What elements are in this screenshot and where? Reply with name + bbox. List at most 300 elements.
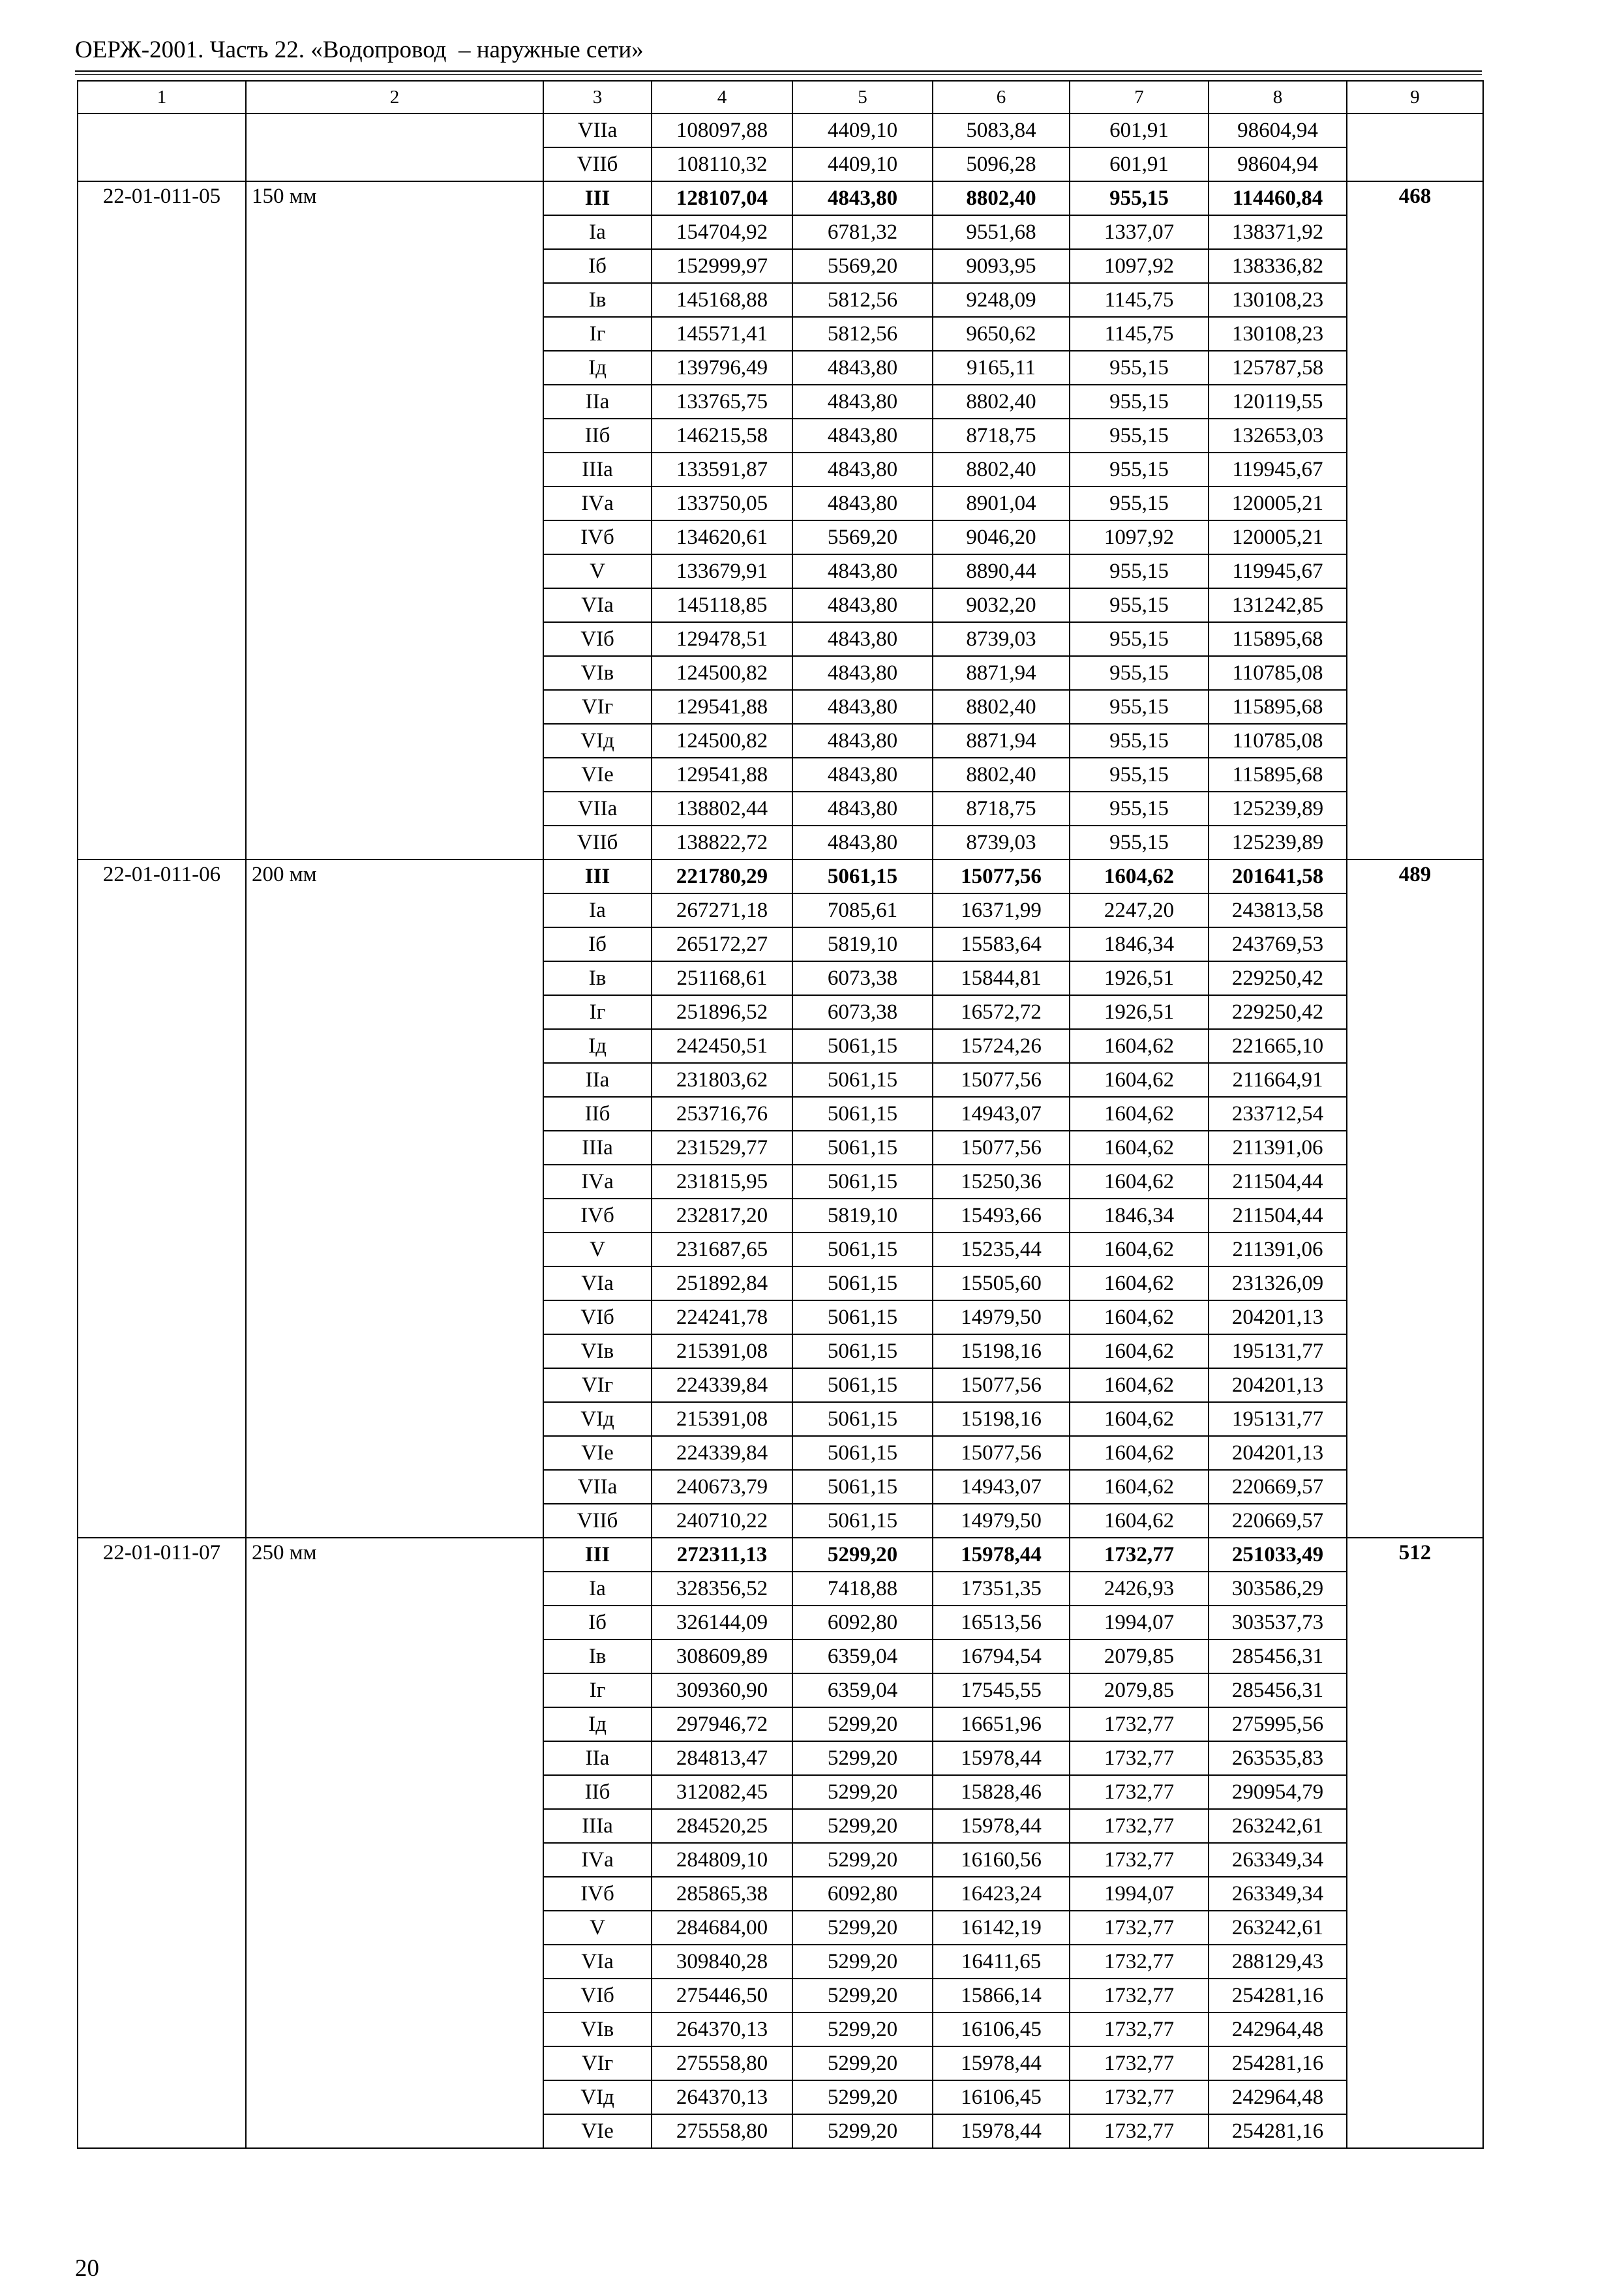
value-cell: 15077,56: [933, 1436, 1070, 1470]
value-cell: 120005,21: [1209, 520, 1347, 554]
price-table-body: [78, 81, 1483, 2148]
value-cell: 138371,92: [1209, 215, 1347, 249]
region-cell: VIб: [543, 622, 652, 656]
value-cell: 328356,52: [652, 1572, 792, 1606]
column-number: 6: [933, 81, 1070, 113]
region-cell: III: [543, 860, 652, 893]
region-cell: Iв: [543, 1639, 652, 1673]
value-cell: 601,91: [1070, 113, 1209, 147]
column-number: 3: [543, 81, 652, 113]
value-cell: 130108,23: [1209, 317, 1347, 351]
value-cell: 1732,77: [1070, 1775, 1209, 1809]
value-cell: 15978,44: [933, 1741, 1070, 1775]
value-cell: 15250,36: [933, 1165, 1070, 1199]
value-cell: 15493,66: [933, 1199, 1070, 1233]
value-cell: 284520,25: [652, 1809, 792, 1843]
region-cell: IIб: [543, 1097, 652, 1131]
value-cell: 303586,29: [1209, 1572, 1347, 1606]
value-cell: 1732,77: [1070, 1843, 1209, 1877]
value-cell: 2247,20: [1070, 893, 1209, 927]
value-cell: 16572,72: [933, 995, 1070, 1029]
region-cell: VIв: [543, 1334, 652, 1368]
region-cell: Iг: [543, 317, 652, 351]
value-cell: 201641,58: [1209, 860, 1347, 893]
pipe-diameter-cell: 250 мм: [246, 1538, 543, 2148]
value-cell: 124500,82: [652, 724, 792, 758]
value-cell: 5061,15: [792, 1368, 933, 1402]
value-cell: 9093,95: [933, 249, 1070, 283]
value-cell: 285456,31: [1209, 1639, 1347, 1673]
value-cell: 98604,94: [1209, 113, 1347, 147]
value-cell: 5061,15: [792, 1300, 933, 1334]
column-number: 8: [1209, 81, 1347, 113]
value-cell: 955,15: [1070, 181, 1209, 215]
value-cell: 272311,13: [652, 1538, 792, 1572]
region-cell: IVа: [543, 486, 652, 520]
value-cell: 264370,13: [652, 2080, 792, 2114]
value-cell: 242450,51: [652, 1029, 792, 1063]
value-cell: 4843,80: [792, 385, 933, 419]
value-cell: 240673,79: [652, 1470, 792, 1504]
value-cell: 16423,24: [933, 1877, 1070, 1911]
value-cell: 14979,50: [933, 1504, 1070, 1538]
value-cell: 243813,58: [1209, 893, 1347, 927]
value-cell: 5299,20: [792, 1741, 933, 1775]
value-cell: 303537,73: [1209, 1606, 1347, 1639]
value-cell: 204201,13: [1209, 1436, 1347, 1470]
value-cell: 955,15: [1070, 690, 1209, 724]
value-cell: 254281,16: [1209, 1979, 1347, 2012]
table-row: [78, 113, 1483, 147]
page-number: 20: [75, 2255, 99, 2282]
value-cell: 211504,44: [1209, 1165, 1347, 1199]
value-cell: 2079,85: [1070, 1673, 1209, 1707]
region-cell: VIг: [543, 2046, 652, 2080]
value-cell: 128107,04: [652, 181, 792, 215]
value-cell: 5061,15: [792, 1504, 933, 1538]
region-cell: Iг: [543, 995, 652, 1029]
value-cell: 254281,16: [1209, 2046, 1347, 2080]
value-cell: 601,91: [1070, 147, 1209, 181]
region-cell: IVа: [543, 1843, 652, 1877]
value-cell: 133591,87: [652, 453, 792, 486]
value-cell: 955,15: [1070, 351, 1209, 385]
value-cell: 211391,06: [1209, 1131, 1347, 1165]
value-cell: 1604,62: [1070, 1131, 1209, 1165]
value-cell: 115895,68: [1209, 690, 1347, 724]
value-cell: 309360,90: [652, 1673, 792, 1707]
value-cell: 229250,42: [1209, 995, 1347, 1029]
value-cell: 955,15: [1070, 758, 1209, 792]
value-cell: 251896,52: [652, 995, 792, 1029]
region-cell: VIIб: [543, 826, 652, 860]
value-cell: 154704,92: [652, 215, 792, 249]
value-cell: 242964,48: [1209, 2012, 1347, 2046]
value-cell: 5299,20: [792, 1843, 933, 1877]
value-cell: 129541,88: [652, 690, 792, 724]
region-cell: VIа: [543, 1945, 652, 1979]
value-cell: 5061,15: [792, 1063, 933, 1097]
value-cell: 4843,80: [792, 453, 933, 486]
value-cell: 233712,54: [1209, 1097, 1347, 1131]
value-cell: 251033,49: [1209, 1538, 1347, 1572]
value-cell: 8718,75: [933, 419, 1070, 453]
value-cell: 312082,45: [652, 1775, 792, 1809]
region-cell: VIе: [543, 1436, 652, 1470]
value-cell: 285456,31: [1209, 1673, 1347, 1707]
value-cell: 5299,20: [792, 1809, 933, 1843]
region-cell: VIа: [543, 588, 652, 622]
value-cell: 1926,51: [1070, 961, 1209, 995]
value-cell: 1732,77: [1070, 1741, 1209, 1775]
value-cell: 6359,04: [792, 1673, 933, 1707]
value-cell: 145168,88: [652, 283, 792, 317]
value-cell: 1097,92: [1070, 249, 1209, 283]
value-cell: 9248,09: [933, 283, 1070, 317]
value-cell: 1732,77: [1070, 1809, 1209, 1843]
value-cell: 15198,16: [933, 1334, 1070, 1368]
value-cell: 308609,89: [652, 1639, 792, 1673]
value-cell: 309840,28: [652, 1945, 792, 1979]
region-cell: VIд: [543, 1402, 652, 1436]
region-cell: IIа: [543, 385, 652, 419]
value-cell: 108097,88: [652, 113, 792, 147]
value-cell: 6073,38: [792, 995, 933, 1029]
value-cell: 6092,80: [792, 1606, 933, 1639]
value-cell: 8802,40: [933, 453, 1070, 486]
value-cell: 6092,80: [792, 1877, 933, 1911]
rate-code-cell: 22-01-011-06: [78, 860, 246, 1538]
extra-value-cell: 489: [1347, 860, 1483, 1538]
extra-value-cell: 468: [1347, 181, 1483, 860]
value-cell: 1732,77: [1070, 1538, 1209, 1572]
value-cell: 15978,44: [933, 2114, 1070, 2148]
value-cell: 955,15: [1070, 419, 1209, 453]
value-cell: 285865,38: [652, 1877, 792, 1911]
value-cell: 232817,20: [652, 1199, 792, 1233]
region-cell: IVб: [543, 1199, 652, 1233]
value-cell: 5061,15: [792, 860, 933, 893]
region-cell: VIIа: [543, 1470, 652, 1504]
value-cell: 1926,51: [1070, 995, 1209, 1029]
region-cell: VIIа: [543, 113, 652, 147]
value-cell: 16794,54: [933, 1639, 1070, 1673]
value-cell: 254281,16: [1209, 2114, 1347, 2148]
value-cell: 288129,43: [1209, 1945, 1347, 1979]
value-cell: 9032,20: [933, 588, 1070, 622]
value-cell: 5061,15: [792, 1334, 933, 1368]
region-cell: VIа: [543, 1266, 652, 1300]
value-cell: 224339,84: [652, 1368, 792, 1402]
region-cell: VIб: [543, 1300, 652, 1334]
value-cell: 1604,62: [1070, 1334, 1209, 1368]
value-cell: 133679,91: [652, 554, 792, 588]
value-cell: 15198,16: [933, 1402, 1070, 1436]
value-cell: 5299,20: [792, 2012, 933, 2046]
value-cell: 4843,80: [792, 656, 933, 690]
region-cell: Iв: [543, 283, 652, 317]
column-number: 7: [1070, 81, 1209, 113]
value-cell: 8802,40: [933, 758, 1070, 792]
value-cell: 284809,10: [652, 1843, 792, 1877]
value-cell: 98604,94: [1209, 147, 1347, 181]
value-cell: 115895,68: [1209, 622, 1347, 656]
value-cell: 955,15: [1070, 486, 1209, 520]
value-cell: 231803,62: [652, 1063, 792, 1097]
value-cell: 15583,64: [933, 927, 1070, 961]
value-cell: 7418,88: [792, 1572, 933, 1606]
value-cell: 1604,62: [1070, 1436, 1209, 1470]
value-cell: 16142,19: [933, 1911, 1070, 1945]
value-cell: 16106,45: [933, 2012, 1070, 2046]
region-cell: VIIа: [543, 792, 652, 826]
value-cell: 263535,83: [1209, 1741, 1347, 1775]
value-cell: 211504,44: [1209, 1199, 1347, 1233]
value-cell: 5096,28: [933, 147, 1070, 181]
value-cell: 15978,44: [933, 1809, 1070, 1843]
value-cell: 8901,04: [933, 486, 1070, 520]
value-cell: 145571,41: [652, 317, 792, 351]
value-cell: 224241,78: [652, 1300, 792, 1334]
value-cell: 195131,77: [1209, 1402, 1347, 1436]
region-cell: IIб: [543, 1775, 652, 1809]
value-cell: 4843,80: [792, 826, 933, 860]
value-cell: 955,15: [1070, 588, 1209, 622]
value-cell: 1732,77: [1070, 2080, 1209, 2114]
value-cell: 129478,51: [652, 622, 792, 656]
value-cell: 955,15: [1070, 554, 1209, 588]
value-cell: 4843,80: [792, 181, 933, 215]
value-cell: 146215,58: [652, 419, 792, 453]
header-rule: [75, 70, 1482, 72]
pipe-diameter-cell: 200 мм: [246, 860, 543, 1538]
value-cell: 267271,18: [652, 893, 792, 927]
value-cell: 9046,20: [933, 520, 1070, 554]
value-cell: 253716,76: [652, 1097, 792, 1131]
value-cell: 251168,61: [652, 961, 792, 995]
value-cell: 9551,68: [933, 215, 1070, 249]
value-cell: 14943,07: [933, 1097, 1070, 1131]
region-cell: Iа: [543, 1572, 652, 1606]
value-cell: 1604,62: [1070, 860, 1209, 893]
value-cell: 5061,15: [792, 1436, 933, 1470]
value-cell: 221780,29: [652, 860, 792, 893]
value-cell: 15978,44: [933, 2046, 1070, 2080]
value-cell: 115895,68: [1209, 758, 1347, 792]
value-cell: 204201,13: [1209, 1368, 1347, 1402]
value-cell: 1604,62: [1070, 1029, 1209, 1063]
value-cell: 204201,13: [1209, 1300, 1347, 1334]
value-cell: 1994,07: [1070, 1606, 1209, 1639]
value-cell: 4843,80: [792, 622, 933, 656]
value-cell: 5061,15: [792, 1165, 933, 1199]
value-cell: 15077,56: [933, 1131, 1070, 1165]
value-cell: 1604,62: [1070, 1165, 1209, 1199]
value-cell: 1604,62: [1070, 1063, 1209, 1097]
price-table: [77, 80, 1484, 2149]
value-cell: 124500,82: [652, 656, 792, 690]
value-cell: 15505,60: [933, 1266, 1070, 1300]
value-cell: 8871,94: [933, 724, 1070, 758]
region-cell: VIIб: [543, 147, 652, 181]
value-cell: 8718,75: [933, 792, 1070, 826]
value-cell: 4843,80: [792, 486, 933, 520]
value-cell: 8871,94: [933, 656, 1070, 690]
value-cell: 5299,20: [792, 2114, 933, 2148]
value-cell: 15866,14: [933, 1979, 1070, 2012]
value-cell: 6781,32: [792, 215, 933, 249]
value-cell: 15077,56: [933, 1368, 1070, 1402]
value-cell: 129541,88: [652, 758, 792, 792]
value-cell: 243769,53: [1209, 927, 1347, 961]
region-cell: IIIа: [543, 453, 652, 486]
region-cell: VIб: [543, 1979, 652, 2012]
value-cell: 125239,89: [1209, 792, 1347, 826]
value-cell: 275446,50: [652, 1979, 792, 2012]
value-cell: 14979,50: [933, 1300, 1070, 1334]
region-cell: III: [543, 181, 652, 215]
value-cell: 4843,80: [792, 690, 933, 724]
value-cell: 5569,20: [792, 249, 933, 283]
value-cell: 326144,09: [652, 1606, 792, 1639]
region-cell: Iа: [543, 215, 652, 249]
value-cell: 8739,03: [933, 622, 1070, 656]
value-cell: 5819,10: [792, 1199, 933, 1233]
value-cell: 275558,80: [652, 2046, 792, 2080]
region-cell: IIIа: [543, 1809, 652, 1843]
value-cell: 8802,40: [933, 181, 1070, 215]
value-cell: 275558,80: [652, 2114, 792, 2148]
value-cell: 138822,72: [652, 826, 792, 860]
value-cell: 5299,20: [792, 1911, 933, 1945]
value-cell: 955,15: [1070, 826, 1209, 860]
region-cell: IIб: [543, 419, 652, 453]
value-cell: 110785,08: [1209, 656, 1347, 690]
region-cell: IIIа: [543, 1131, 652, 1165]
value-cell: 211391,06: [1209, 1233, 1347, 1266]
value-cell: 133750,05: [652, 486, 792, 520]
value-cell: 955,15: [1070, 453, 1209, 486]
value-cell: 1604,62: [1070, 1470, 1209, 1504]
value-cell: 130108,23: [1209, 283, 1347, 317]
value-cell: 221665,10: [1209, 1029, 1347, 1063]
region-cell: Iд: [543, 1029, 652, 1063]
value-cell: 8802,40: [933, 385, 1070, 419]
value-cell: 263349,34: [1209, 1843, 1347, 1877]
value-cell: 5299,20: [792, 1945, 933, 1979]
value-cell: 16106,45: [933, 2080, 1070, 2114]
value-cell: 119945,67: [1209, 554, 1347, 588]
value-cell: 229250,42: [1209, 961, 1347, 995]
region-cell: VIе: [543, 2114, 652, 2148]
rate-code-cell: 22-01-011-05: [78, 181, 246, 860]
rate-code-cell: 22-01-011-07: [78, 1538, 246, 2148]
value-cell: 7085,61: [792, 893, 933, 927]
rate-code-cell: [78, 113, 246, 181]
value-cell: 4843,80: [792, 758, 933, 792]
value-cell: 5299,20: [792, 1979, 933, 2012]
value-cell: 1604,62: [1070, 1368, 1209, 1402]
value-cell: 220669,57: [1209, 1504, 1347, 1538]
value-cell: 263349,34: [1209, 1877, 1347, 1911]
value-cell: 215391,08: [652, 1334, 792, 1368]
region-cell: VIв: [543, 656, 652, 690]
value-cell: 195131,77: [1209, 1334, 1347, 1368]
region-cell: Iб: [543, 1606, 652, 1639]
region-cell: Iг: [543, 1673, 652, 1707]
value-cell: 242964,48: [1209, 2080, 1347, 2114]
value-cell: 4843,80: [792, 419, 933, 453]
value-cell: 139796,49: [652, 351, 792, 385]
table-row: [78, 860, 1483, 893]
value-cell: 5061,15: [792, 1029, 933, 1063]
value-cell: 1337,07: [1070, 215, 1209, 249]
value-cell: 5299,20: [792, 1538, 933, 1572]
value-cell: 1145,75: [1070, 317, 1209, 351]
value-cell: 131242,85: [1209, 588, 1347, 622]
column-number: 4: [652, 81, 792, 113]
value-cell: 224339,84: [652, 1436, 792, 1470]
value-cell: 4409,10: [792, 147, 933, 181]
region-cell: V: [543, 1233, 652, 1266]
value-cell: 231815,95: [652, 1165, 792, 1199]
value-cell: 16371,99: [933, 893, 1070, 927]
value-cell: 1732,77: [1070, 2114, 1209, 2148]
region-cell: Iв: [543, 961, 652, 995]
value-cell: 1604,62: [1070, 1504, 1209, 1538]
value-cell: 265172,27: [652, 927, 792, 961]
value-cell: 1097,92: [1070, 520, 1209, 554]
value-cell: 220669,57: [1209, 1470, 1347, 1504]
region-cell: VIе: [543, 758, 652, 792]
value-cell: 955,15: [1070, 385, 1209, 419]
value-cell: 8739,03: [933, 826, 1070, 860]
header-rule: [75, 74, 1482, 75]
value-cell: 231529,77: [652, 1131, 792, 1165]
value-cell: 297946,72: [652, 1707, 792, 1741]
value-cell: 4843,80: [792, 724, 933, 758]
value-cell: 263242,61: [1209, 1809, 1347, 1843]
value-cell: 110785,08: [1209, 724, 1347, 758]
region-cell: Iа: [543, 893, 652, 927]
value-cell: 4843,80: [792, 554, 933, 588]
column-number: 5: [792, 81, 933, 113]
value-cell: 120119,55: [1209, 385, 1347, 419]
value-cell: 17545,55: [933, 1673, 1070, 1707]
value-cell: 290954,79: [1209, 1775, 1347, 1809]
value-cell: 275995,56: [1209, 1707, 1347, 1741]
value-cell: 4409,10: [792, 113, 933, 147]
value-cell: 4843,80: [792, 351, 933, 385]
value-cell: 5083,84: [933, 113, 1070, 147]
column-number-row: [78, 81, 1483, 113]
value-cell: 16513,56: [933, 1606, 1070, 1639]
value-cell: 16651,96: [933, 1707, 1070, 1741]
value-cell: 1145,75: [1070, 283, 1209, 317]
value-cell: 15978,44: [933, 1538, 1070, 1572]
value-cell: 6359,04: [792, 1639, 933, 1673]
extra-value-cell: [1347, 113, 1483, 181]
value-cell: 5299,20: [792, 1775, 933, 1809]
value-cell: 14943,07: [933, 1470, 1070, 1504]
region-cell: IVа: [543, 1165, 652, 1199]
value-cell: 9650,62: [933, 317, 1070, 351]
region-cell: IIа: [543, 1741, 652, 1775]
region-cell: VIв: [543, 2012, 652, 2046]
value-cell: 2426,93: [1070, 1572, 1209, 1606]
value-cell: 108110,32: [652, 147, 792, 181]
value-cell: 15077,56: [933, 1063, 1070, 1097]
